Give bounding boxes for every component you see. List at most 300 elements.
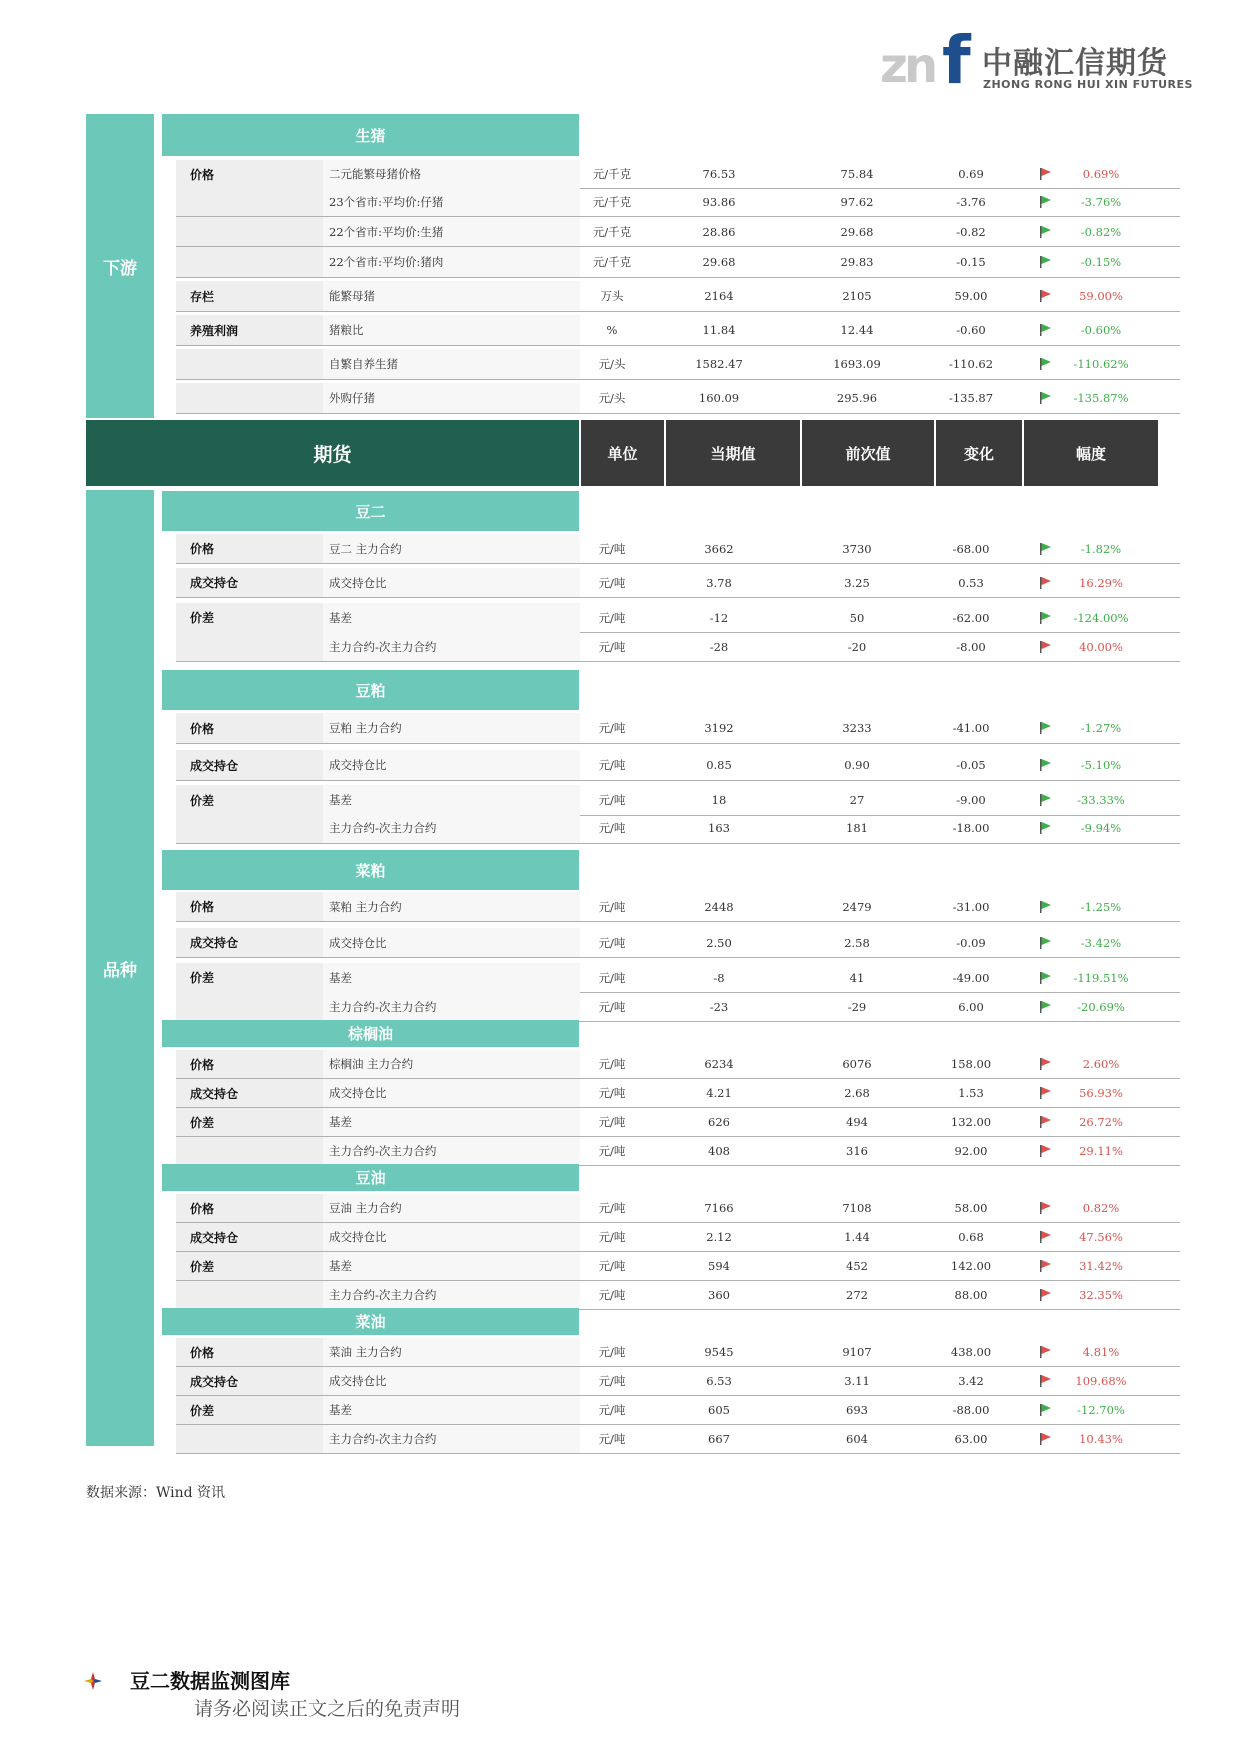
row-current-value: 408 <box>708 1144 730 1158</box>
row-category <box>176 217 330 246</box>
row-percent: -12.70% <box>1077 1403 1125 1417</box>
row-percent: 10.43% <box>1079 1432 1123 1446</box>
table-row <box>176 1281 1180 1310</box>
row-current-value: 3.78 <box>706 575 732 590</box>
logo-en-text: ZHONG RONG HUI XIN FUTURES <box>983 78 1193 91</box>
row-indicator-name: 菜粕 主力合约 <box>323 892 580 921</box>
row-category <box>176 1281 330 1309</box>
row-previous-value: -20 <box>847 639 867 654</box>
row-indicator-name: 二元能繁母猪价格 <box>323 160 580 188</box>
row-current-value: 163 <box>708 821 730 835</box>
row-unit: 元/吨 <box>598 610 626 625</box>
row-percent: -0.60% <box>1080 323 1122 337</box>
table-row <box>176 1252 1180 1281</box>
row-indicator-name: 成交持仓比 <box>323 568 580 597</box>
row-current-value: -8 <box>713 970 725 985</box>
row-change: 58.00 <box>954 1201 988 1215</box>
row-percent: -110.62% <box>1073 357 1129 371</box>
flag-down-icon <box>1039 936 1053 950</box>
table-row <box>176 1108 1180 1137</box>
row-percent: 59.00% <box>1079 289 1123 303</box>
row-previous-value: 181 <box>846 821 868 835</box>
row-percent: -33.33% <box>1077 793 1125 807</box>
table-row <box>176 247 1180 278</box>
row-previous-value: 41 <box>849 970 865 985</box>
row-previous-value: 29.83 <box>840 255 874 269</box>
row-category: 成交持仓 <box>176 928 330 957</box>
row-percent: -3.76% <box>1080 195 1122 209</box>
footer-title: 豆二数据监测图库 <box>130 1669 290 1693</box>
table-row <box>176 188 1180 217</box>
row-category <box>176 1137 330 1165</box>
row-percent: -1.27% <box>1080 721 1122 735</box>
flag-up-icon <box>1039 1288 1053 1302</box>
row-category: 成交持仓 <box>176 750 330 780</box>
header-percent: 幅度 <box>1024 420 1158 486</box>
company-logo <box>880 22 1193 99</box>
table-row <box>176 160 1180 189</box>
table-row <box>176 1425 1180 1454</box>
row-unit: % <box>606 323 618 337</box>
row-category: 成交持仓 <box>176 568 330 597</box>
row-current-value: 7166 <box>704 1201 734 1215</box>
row-previous-value: 1693.09 <box>833 357 881 371</box>
row-previous-value: 3.11 <box>844 1374 870 1388</box>
row-change: 59.00 <box>954 289 988 303</box>
row-unit: 元/吨 <box>598 970 626 985</box>
row-previous-value: 75.84 <box>840 167 874 181</box>
row-category: 存栏 <box>176 281 330 311</box>
table-row <box>176 217 1180 247</box>
row-change: -110.62 <box>948 357 994 371</box>
row-change: 132.00 <box>950 1115 992 1129</box>
row-current-value: 2.12 <box>706 1230 732 1244</box>
row-indicator-name: 成交持仓比 <box>323 750 580 780</box>
row-indicator-name: 基差 <box>323 1396 580 1424</box>
row-indicator-name: 基差 <box>323 1252 580 1280</box>
row-category <box>176 1425 330 1453</box>
row-previous-value: 7108 <box>842 1201 872 1215</box>
flag-up-icon <box>1039 576 1053 590</box>
row-category: 价格 <box>176 1338 330 1366</box>
row-percent: 40.00% <box>1079 639 1123 654</box>
row-percent: 109.68% <box>1075 1374 1127 1388</box>
row-category: 价格 <box>176 534 330 563</box>
row-previous-value: 6076 <box>842 1057 872 1071</box>
row-unit: 元/千克 <box>592 195 632 209</box>
flag-up-icon <box>1039 1374 1053 1388</box>
row-previous-value: 0.90 <box>844 758 870 772</box>
flag-down-icon <box>1039 391 1053 405</box>
flag-down-icon <box>1039 721 1053 735</box>
row-current-value: 6.53 <box>706 1374 732 1388</box>
row-unit: 元/吨 <box>598 1057 626 1071</box>
logo-mark-f: f <box>942 22 971 99</box>
flag-up-icon <box>1039 1057 1053 1071</box>
row-percent: 4.81% <box>1082 1345 1120 1359</box>
row-previous-value: 2479 <box>842 899 872 914</box>
header-current: 当期值 <box>666 420 800 486</box>
row-category: 成交持仓 <box>176 1223 330 1251</box>
row-category: 养殖利润 <box>176 315 330 345</box>
table-row <box>176 1367 1180 1396</box>
table-row <box>176 1079 1180 1108</box>
row-previous-value: 3730 <box>842 541 872 556</box>
row-previous-value: 295.96 <box>836 391 878 405</box>
row-change: -8.00 <box>956 639 986 654</box>
flag-down-icon <box>1039 900 1053 914</box>
row-previous-value: 604 <box>846 1432 868 1446</box>
row-indicator-name: 外购仔猪 <box>323 383 580 413</box>
section-title: 豆粕 <box>162 670 579 710</box>
row-percent: 29.11% <box>1079 1144 1123 1158</box>
row-unit: 元/千克 <box>592 255 632 269</box>
row-indicator-name: 主力合约-次主力合约 <box>323 1281 580 1309</box>
section-title: 豆二 <box>162 491 579 531</box>
table-row <box>176 349 1180 380</box>
row-current-value: 1582.47 <box>695 357 743 371</box>
table-row <box>176 383 1180 414</box>
table-row <box>176 892 1180 922</box>
row-change: 142.00 <box>950 1259 992 1273</box>
row-category <box>176 992 330 1021</box>
row-category: 价差 <box>176 1252 330 1280</box>
logo-cn-text: 中融汇信期货 <box>982 46 1168 81</box>
row-previous-value: 97.62 <box>840 195 874 209</box>
row-indicator-name: 成交持仓比 <box>323 1367 580 1395</box>
header-change: 变化 <box>936 420 1022 486</box>
row-change: 438.00 <box>950 1345 992 1359</box>
row-change: -0.15 <box>956 255 986 269</box>
table-row <box>176 785 1180 816</box>
table-row <box>176 568 1180 598</box>
row-unit: 元/吨 <box>598 541 626 556</box>
flag-up-icon <box>1039 1230 1053 1244</box>
flag-up-icon <box>1039 1345 1053 1359</box>
table-row <box>176 281 1180 312</box>
row-change: -0.05 <box>956 758 986 772</box>
row-previous-value: 272 <box>846 1288 868 1302</box>
row-unit: 元/吨 <box>598 721 626 735</box>
row-current-value: 360 <box>708 1288 730 1302</box>
row-percent: 31.42% <box>1079 1259 1123 1273</box>
row-change: -0.82 <box>956 224 986 239</box>
row-indicator-name: 豆二 主力合约 <box>323 534 580 563</box>
row-change: 3.42 <box>958 1374 984 1388</box>
row-unit: 元/吨 <box>598 1288 626 1302</box>
row-indicator-name: 主力合约-次主力合约 <box>323 813 580 843</box>
row-indicator-name: 基差 <box>323 603 580 632</box>
row-percent: -119.51% <box>1073 970 1129 985</box>
row-percent: -9.94% <box>1080 821 1122 835</box>
flag-down-icon <box>1039 1000 1053 1014</box>
row-change: -62.00 <box>952 610 990 625</box>
flag-down-icon <box>1039 611 1053 625</box>
row-current-value: 9545 <box>704 1345 734 1359</box>
row-previous-value: 2105 <box>842 289 872 303</box>
row-unit: 元/吨 <box>598 1374 626 1388</box>
row-current-value: 2448 <box>704 899 734 914</box>
row-unit: 元/吨 <box>598 1403 626 1417</box>
row-percent: -0.15% <box>1080 255 1122 269</box>
row-category <box>176 247 330 277</box>
row-current-value: 2.50 <box>706 935 732 950</box>
row-change: -0.60 <box>956 323 986 337</box>
row-change: -88.00 <box>952 1403 990 1417</box>
flag-down-icon <box>1039 758 1053 772</box>
row-change: 1.53 <box>958 1086 984 1100</box>
row-category: 价格 <box>176 1194 330 1222</box>
table-row <box>176 713 1180 744</box>
row-percent: 0.69% <box>1082 167 1120 181</box>
row-previous-value: 12.44 <box>840 323 874 337</box>
logo-mark: zn <box>880 38 935 94</box>
row-current-value: 594 <box>708 1259 730 1273</box>
row-unit: 元/吨 <box>598 1230 626 1244</box>
flag-up-icon <box>1039 167 1053 181</box>
futures-header-title: 期货 <box>86 420 579 486</box>
row-indicator-name: 22个省市:平均价:生猪 <box>323 217 580 246</box>
row-category: 价格 <box>176 160 330 188</box>
row-change: -9.00 <box>956 793 986 807</box>
row-previous-value: 9107 <box>842 1345 872 1359</box>
row-indicator-name: 23个省市:平均价:仔猪 <box>323 188 580 216</box>
row-indicator-name: 豆粕 主力合约 <box>323 713 580 743</box>
table-row <box>176 315 1180 346</box>
row-indicator-name: 成交持仓比 <box>323 1079 580 1107</box>
table-row <box>176 1050 1180 1079</box>
row-indicator-name: 能繁母猪 <box>323 281 580 311</box>
row-previous-value: -29 <box>847 999 867 1014</box>
row-category: 价格 <box>176 713 330 743</box>
row-unit: 元/吨 <box>598 935 626 950</box>
row-unit: 元/吨 <box>598 1259 626 1273</box>
flag-down-icon <box>1039 542 1053 556</box>
row-indicator-name: 22个省市:平均价:猪肉 <box>323 247 580 277</box>
table-row <box>176 1396 1180 1425</box>
row-indicator-name: 成交持仓比 <box>323 1223 580 1251</box>
row-previous-value: 3.25 <box>844 575 870 590</box>
footer-bullet-icon <box>84 1672 102 1690</box>
row-percent: 32.35% <box>1079 1288 1123 1302</box>
row-previous-value: 494 <box>846 1115 868 1129</box>
row-current-value: 160.09 <box>698 391 740 405</box>
section-title: 菜粕 <box>162 850 579 890</box>
row-unit: 元/千克 <box>592 167 632 181</box>
table-row <box>176 928 1180 958</box>
row-category <box>176 383 330 413</box>
row-change: -41.00 <box>952 721 990 735</box>
row-previous-value: 29.68 <box>840 224 874 239</box>
row-change: -31.00 <box>952 899 990 914</box>
table-row <box>176 750 1180 781</box>
row-unit: 元/吨 <box>598 1432 626 1446</box>
row-previous-value: 693 <box>846 1403 868 1417</box>
row-category: 价差 <box>176 963 330 992</box>
flag-up-icon <box>1039 1259 1053 1273</box>
row-percent: -20.69% <box>1077 999 1125 1014</box>
row-category <box>176 188 330 216</box>
side-label-varieties: 品种 <box>86 490 154 1446</box>
row-current-value: 3662 <box>704 541 734 556</box>
row-previous-value: 50 <box>849 610 865 625</box>
row-category: 价差 <box>176 785 330 815</box>
row-current-value: 3192 <box>704 721 734 735</box>
row-current-value: 93.86 <box>702 195 736 209</box>
flag-up-icon <box>1039 1201 1053 1215</box>
row-previous-value: 27 <box>849 793 865 807</box>
table-row <box>176 534 1180 564</box>
row-unit: 元/吨 <box>598 1086 626 1100</box>
flag-up-icon <box>1039 640 1053 654</box>
row-current-value: -28 <box>709 639 729 654</box>
row-category: 价差 <box>176 1108 330 1136</box>
table-row <box>176 1338 1180 1367</box>
row-indicator-name: 主力合约-次主力合约 <box>323 992 580 1021</box>
flag-down-icon <box>1039 357 1053 371</box>
row-percent: -1.82% <box>1080 541 1122 556</box>
row-previous-value: 452 <box>846 1259 868 1273</box>
flag-up-icon <box>1039 1432 1053 1446</box>
row-unit: 元/吨 <box>598 999 626 1014</box>
row-indicator-name: 自繁自养生猪 <box>323 349 580 379</box>
row-current-value: 29.68 <box>702 255 736 269</box>
row-current-value: 605 <box>708 1403 730 1417</box>
row-current-value: 667 <box>708 1432 730 1446</box>
row-indicator-name: 主力合约-次主力合约 <box>323 632 580 661</box>
row-indicator-name: 基差 <box>323 785 580 815</box>
data-source: 数据来源：Wind 资讯 <box>86 1485 226 1501</box>
row-change: 158.00 <box>950 1057 992 1071</box>
header-unit: 单位 <box>581 420 664 486</box>
row-unit: 元/吨 <box>598 821 626 835</box>
row-current-value: -12 <box>709 610 729 625</box>
row-category: 价格 <box>176 1050 330 1078</box>
row-previous-value: 2.68 <box>844 1086 870 1100</box>
row-unit: 元/吨 <box>598 758 626 772</box>
row-previous-value: 3233 <box>842 721 872 735</box>
row-percent: 47.56% <box>1079 1230 1123 1244</box>
flag-up-icon <box>1039 1144 1053 1158</box>
row-change: 63.00 <box>954 1432 988 1446</box>
row-unit: 万头 <box>600 289 624 303</box>
row-percent: 16.29% <box>1079 575 1123 590</box>
row-change: -68.00 <box>952 541 990 556</box>
table-row <box>176 1223 1180 1252</box>
row-change: 0.68 <box>958 1230 984 1244</box>
row-change: 0.69 <box>958 167 984 181</box>
section-title: 菜油 <box>162 1308 579 1335</box>
row-current-value: 6234 <box>704 1057 734 1071</box>
row-category: 价差 <box>176 1396 330 1424</box>
table-row <box>176 603 1180 633</box>
row-change: -135.87 <box>948 391 994 405</box>
row-current-value: 76.53 <box>702 167 736 181</box>
table-row <box>176 1194 1180 1223</box>
row-previous-value: 2.58 <box>844 935 870 950</box>
row-current-value: 18 <box>711 793 727 807</box>
row-unit: 元/吨 <box>598 639 626 654</box>
row-current-value: 4.21 <box>706 1086 732 1100</box>
row-category <box>176 349 330 379</box>
flag-down-icon <box>1039 1403 1053 1417</box>
side-label-downstream: 下游 <box>86 114 154 418</box>
row-percent: 26.72% <box>1079 1115 1123 1129</box>
row-unit: 元/头 <box>598 391 626 405</box>
row-current-value: 2164 <box>704 289 734 303</box>
table-row <box>176 813 1180 844</box>
row-change: 88.00 <box>954 1288 988 1302</box>
row-indicator-name: 菜油 主力合约 <box>323 1338 580 1366</box>
row-indicator-name: 基差 <box>323 963 580 992</box>
row-unit: 元/吨 <box>598 1144 626 1158</box>
row-category <box>176 632 330 661</box>
row-previous-value: 1.44 <box>844 1230 870 1244</box>
table-row <box>176 632 1180 662</box>
row-unit: 元/吨 <box>598 899 626 914</box>
flag-down-icon <box>1039 225 1053 239</box>
row-indicator-name: 猪粮比 <box>323 315 580 345</box>
row-percent: -5.10% <box>1080 758 1122 772</box>
flag-down-icon <box>1039 255 1053 269</box>
row-change: -49.00 <box>952 970 990 985</box>
row-current-value: 11.84 <box>702 323 736 337</box>
row-current-value: -23 <box>709 999 729 1014</box>
row-category: 价格 <box>176 892 330 921</box>
row-category: 成交持仓 <box>176 1367 330 1395</box>
row-current-value: 28.86 <box>702 224 736 239</box>
row-category: 成交持仓 <box>176 1079 330 1107</box>
flag-down-icon <box>1039 195 1053 209</box>
row-indicator-name: 主力合约-次主力合约 <box>323 1137 580 1165</box>
row-unit: 元/吨 <box>598 1115 626 1129</box>
row-indicator-name: 棕榈油 主力合约 <box>323 1050 580 1078</box>
row-change: 0.53 <box>958 575 984 590</box>
row-category: 价差 <box>176 603 330 632</box>
footer-disclaimer: 请务必阅读正文之后的免责声明 <box>194 1698 461 1720</box>
row-change: -0.09 <box>956 935 986 950</box>
section-title: 棕榈油 <box>162 1020 579 1047</box>
row-percent: -1.25% <box>1080 899 1122 914</box>
row-percent: -0.82% <box>1080 224 1122 239</box>
row-indicator-name: 豆油 主力合约 <box>323 1194 580 1222</box>
row-percent: -135.87% <box>1073 391 1129 405</box>
flag-down-icon <box>1039 971 1053 985</box>
row-unit: 元/头 <box>598 357 626 371</box>
row-percent: 2.60% <box>1082 1057 1120 1071</box>
section-title-pig: 生猪 <box>162 114 579 156</box>
row-indicator-name: 主力合约-次主力合约 <box>323 1425 580 1453</box>
row-category <box>176 813 330 843</box>
row-previous-value: 316 <box>846 1144 868 1158</box>
row-current-value: 0.85 <box>706 758 732 772</box>
row-unit: 元/吨 <box>598 1345 626 1359</box>
row-percent: -124.00% <box>1073 610 1129 625</box>
row-unit: 元/吨 <box>598 575 626 590</box>
row-change: 92.00 <box>954 1144 988 1158</box>
row-indicator-name: 成交持仓比 <box>323 928 580 957</box>
flag-up-icon <box>1039 1115 1053 1129</box>
table-row <box>176 1137 1180 1166</box>
row-current-value: 626 <box>708 1115 730 1129</box>
row-change: 6.00 <box>958 999 984 1014</box>
flag-down-icon <box>1039 323 1053 337</box>
row-change: -18.00 <box>952 821 990 835</box>
section-title: 豆油 <box>162 1164 579 1191</box>
flag-up-icon <box>1039 1086 1053 1100</box>
header-previous: 前次值 <box>802 420 934 486</box>
row-unit: 元/吨 <box>598 1201 626 1215</box>
